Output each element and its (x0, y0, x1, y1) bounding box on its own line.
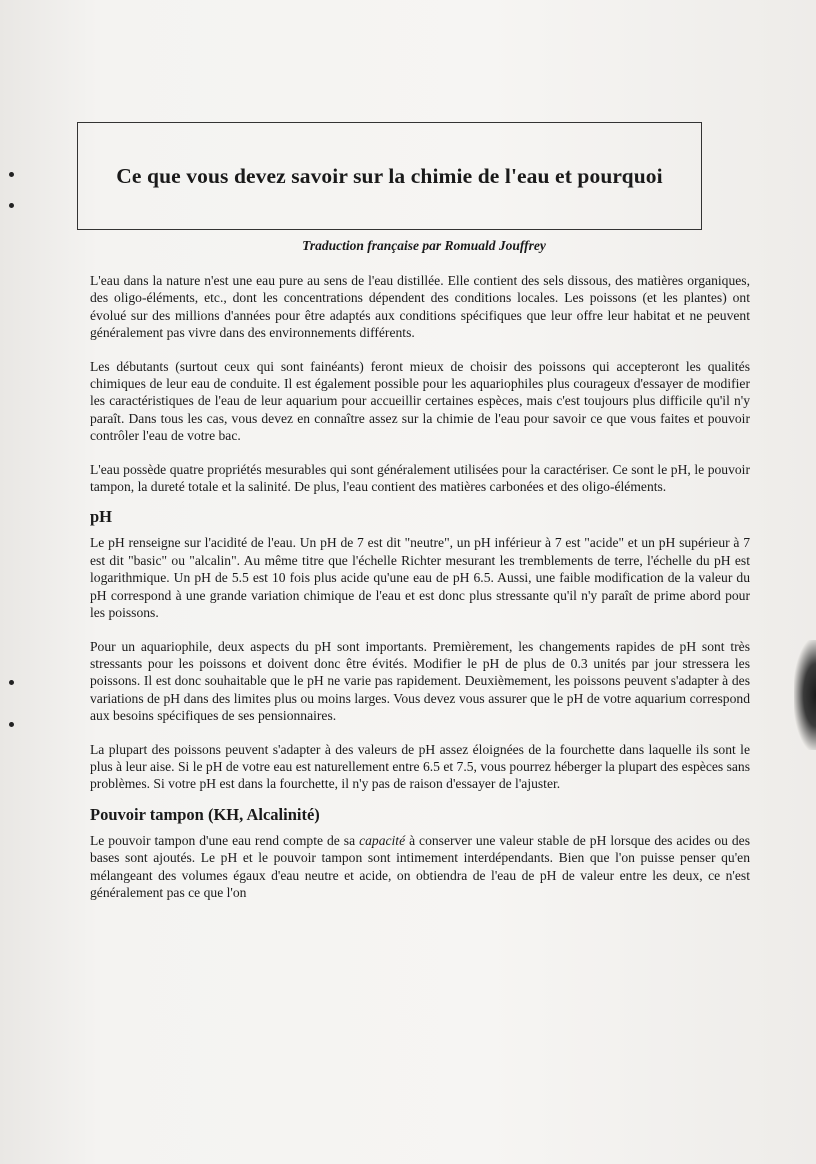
ph-paragraph: La plupart des poissons peuvent s'adapter à des valeurs de pH assez éloignées de la fourchette dans laquelle ils sont le plus à leur aise. Si le pH de votre eau est naturellement entre 6.5 et 7.5, vous pourrez héberger la plupart des espèces sans problèmes. Si votre pH est dans la fourchette, il n'y pas de raison d'essayer de l'ajuster. (90, 741, 750, 792)
section-heading-ph: pH (90, 507, 113, 527)
kh-emphasis: capacité (359, 832, 406, 848)
ph-paragraph: Le pH renseigne sur l'acidité de l'eau. Un pH de 7 est dit "neutre", un pH inférieur à 7 est "acide" et un pH supérieur à 7 est dit "basic" ou "alcalin". Au même titre que l'échelle Richter mesurant les tremblements de terre, l'échelle du pH est logarithmique. Un pH de 5.5 est 10 fois plus acide qu'une eau de pH 6.5. Aussi, une faible modification de la valeur du pH correspond à une grande variation chimique de l'eau et est donc plus stressante qu'il n'y paraît de prime abord pour les poissons. (90, 535, 750, 621)
kh-text-end: à conserver une valeur stable de pH lorsque des acides ou des bases sont ajoutés. Le pH et le pouvoir tampon sont intimement interdépendants. Bien que l'on puisse penser qu'en mélangeant des volumes égaux d'eau neutre et acide, on obtiendra de l'eau de pH de valeur entre les deux, ce n'est généralement pas ce que l'on (90, 832, 750, 900)
punch-hole-mark (9, 203, 14, 208)
intro-paragraph: L'eau dans la nature n'est une eau pure au sens de l'eau distillée. Elle contient des sels dissous, des matières organiques, des oligo-éléments, etc., dont les concentrations dépendent des conditions locales. Les poissons (et les plantes) ont évolué sur des millions d'années pour être adaptés aux conditions spécifiques que leur offre leur habitat et ne peuvent généralement pas vivre dans des environnements différents. (90, 273, 750, 341)
kh-paragraph (90, 832, 750, 902)
punch-hole-mark (9, 172, 14, 177)
torn-edge-shadow (794, 640, 816, 750)
ph-paragraph: Pour un aquariophile, deux aspects du pH sont importants. Premièrement, les changements rapides de pH sont très stressants pour les poissons et doivent donc être évités. Modifier le pH de plus de 0.3 unités par jour stressera les poissons. Il est donc souhaitable que le pH ne varie pas rapidement. Deuxièmement, les poissons peuvent s'adapter à des variations de pH dans des limites plus ou moins larges. Vous devez vous assurer que le pH de votre aquarium correspond aux besoins spécifiques de ses pensionnaires. (90, 638, 750, 724)
kh-text-start: Le pouvoir tampon d'une eau rend compte de sa (90, 832, 360, 848)
punch-hole-mark (9, 722, 14, 727)
document-body (90, 272, 750, 917)
translator-credit: Traduction française par Romuald Jouffrey (302, 238, 546, 253)
section-heading-kh: Pouvoir tampon (KH, Alcalinité) (90, 804, 320, 824)
intro-paragraph: L'eau possède quatre propriétés mesurables qui sont généralement utilisées pour la caractériser. Ce sont le pH, le pouvoir tampon, la dureté totale et la salinité. De plus, l'eau contient des matières carbonées et des oligo-éléments. (90, 461, 750, 495)
intro-paragraph: Les débutants (surtout ceux qui sont fainéants) feront mieux de choisir des poissons qui accepteront les qualités chimiques de leur eau de conduite. Il est également possible pour les aquariophiles plus courageux d'essayer de modifier les caractéristiques de l'eau de leur aquarium pour accueillir certaines espèces, mais c'est toujours plus difficile qu'il n'y paraît. Dans tous les cas, vous devez en connaître assez sur la chimie de l'eau pour savoir ce que vous faites et pouvoir contrôler l'eau de votre bac. (90, 358, 750, 444)
title-box (77, 122, 702, 230)
document-title: Ce que vous devez savoir sur la chimie de l'eau et pourquoi (116, 164, 663, 188)
punch-hole-mark (9, 680, 14, 685)
